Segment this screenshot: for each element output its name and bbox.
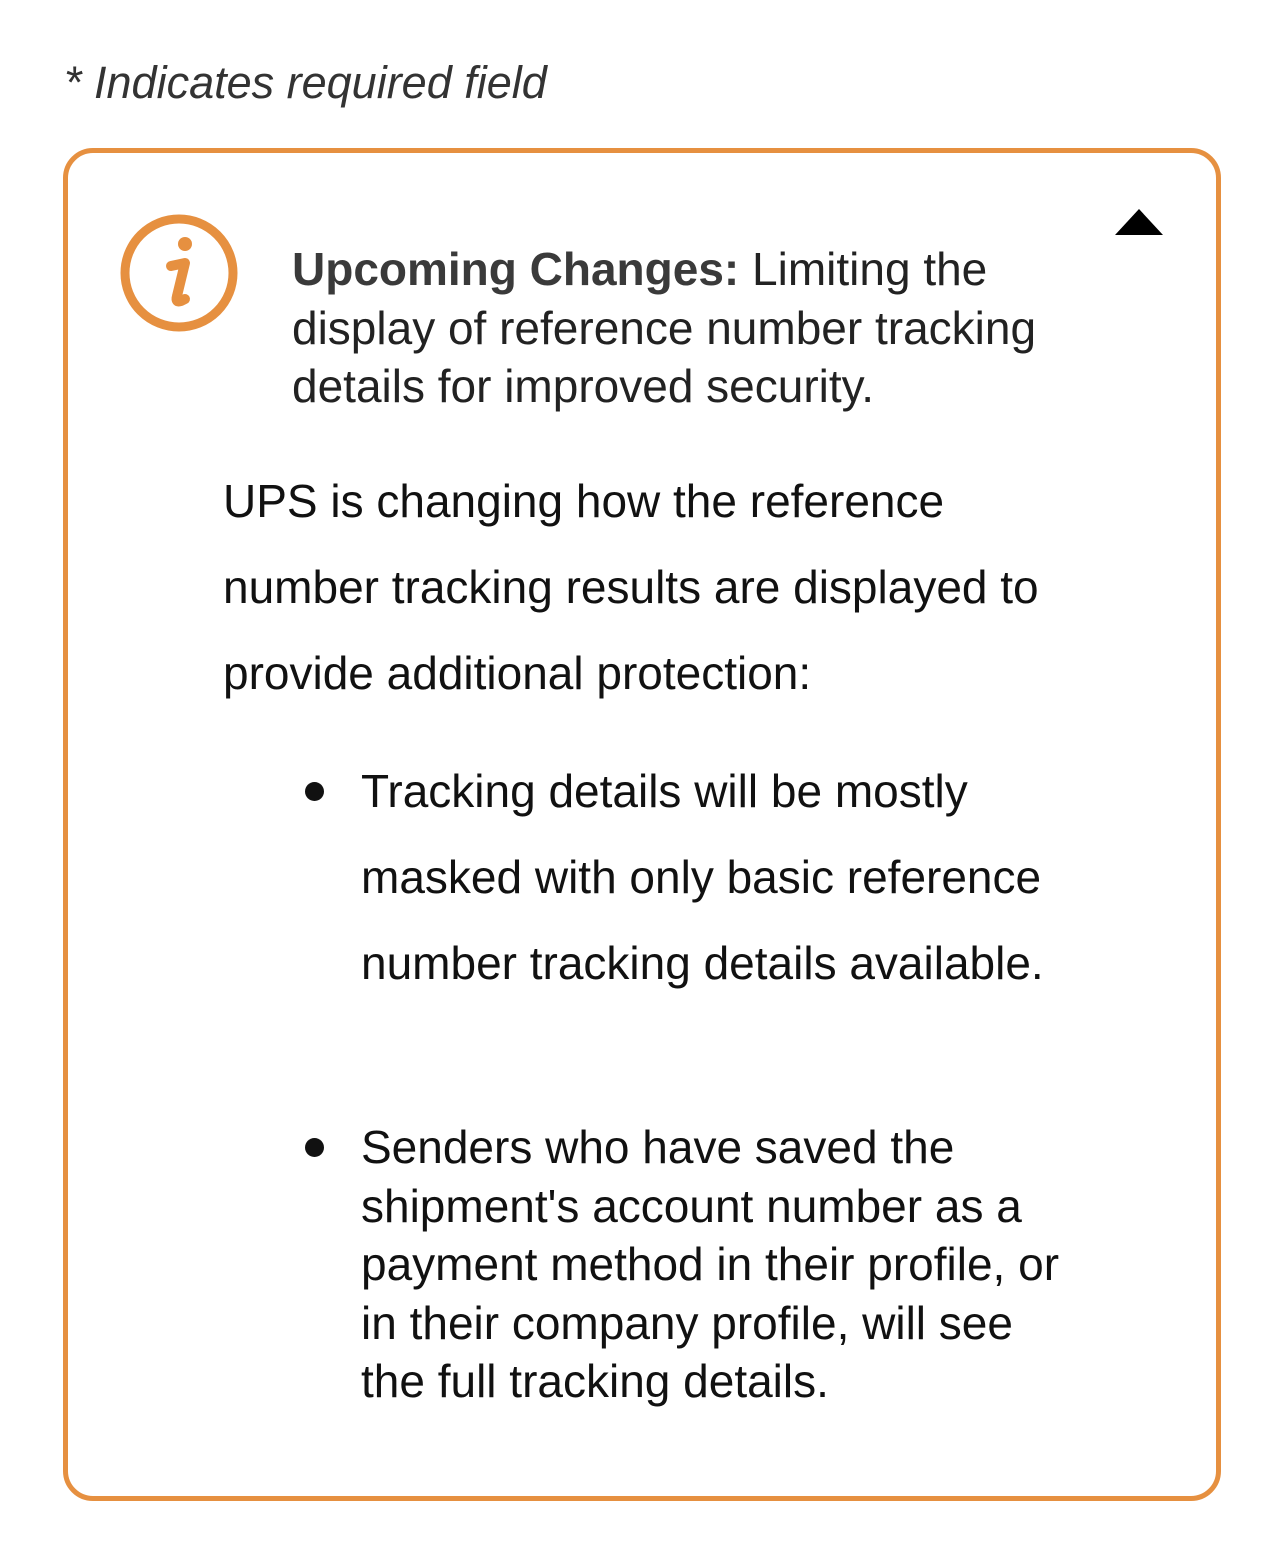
alert-title-label: Upcoming Changes: [292,243,740,295]
collapse-toggle-caret-up-icon[interactable] [1108,200,1170,244]
alert-title-text: Limiting the display of reference number tracking details for improved security. [292,243,1037,412]
list-item-text: Tracking details will be mostly masked with only basic reference number tracking details available. [361,765,1044,989]
info-icon [119,213,239,333]
alert-title [292,240,1112,416]
list-item [305,1118,1065,1411]
bullet-dot [305,1138,324,1157]
alert-intro-text: UPS is changing how the reference number tracking results are displayed to provide additional protection: [223,475,1039,699]
list-item-text: Senders who have saved the shipment's account number as a payment method in their profile, or in their company profile, will see the full tracking details. [361,1121,1060,1407]
list-item [305,748,1105,1006]
bullet-dot [305,782,324,801]
required-field-note: * Indicates required field [64,57,547,108]
